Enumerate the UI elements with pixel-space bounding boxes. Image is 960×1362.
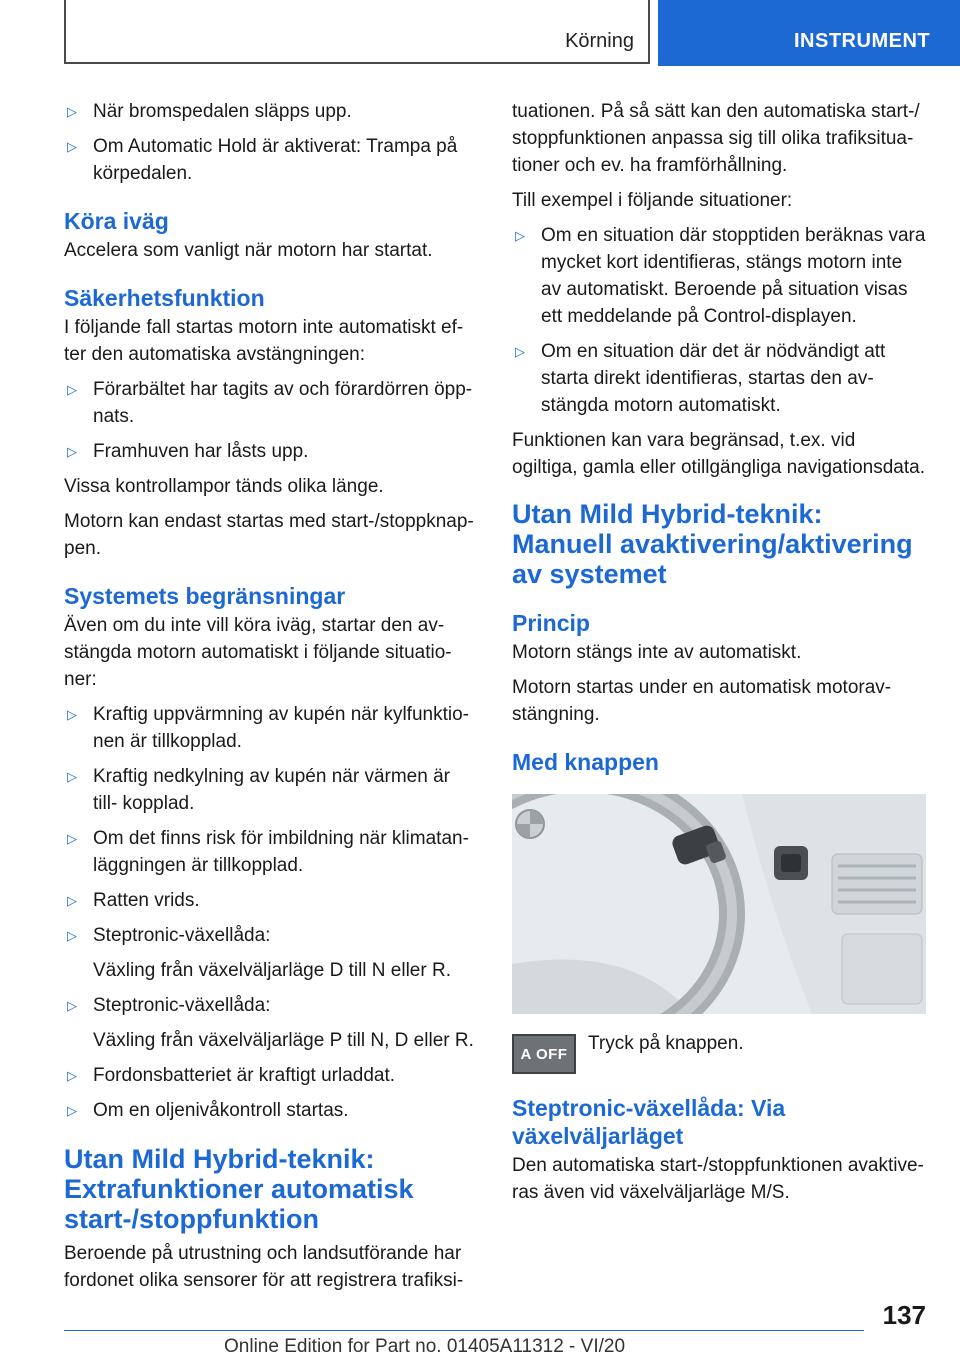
chapter-tab	[658, 0, 960, 66]
heading-systemets-begransningar: Systemets begränsningar	[64, 583, 346, 609]
page-number: 137	[882, 1300, 926, 1330]
heading-steptronic-vaxellada: Steptronic-växellåda: Via växelväljarläget	[512, 1095, 786, 1149]
heading-kora-ivag: Köra iväg	[64, 208, 169, 234]
list-item	[64, 133, 478, 187]
heading-princip: Princip	[512, 610, 590, 636]
list-item	[64, 98, 478, 125]
list-item-text: Om en situation där det är nödvändigt att starta direkt identifieras, startas den av- stängda motorn automatiskt.	[541, 341, 886, 416]
list-item-text: Kraftig nedkylning av kupén när värmen är till- kopplad.	[93, 766, 450, 814]
list-item	[64, 1097, 478, 1124]
footer-divider	[64, 1330, 864, 1331]
list-item-subtext: Växling från växelväljarläge D till N eller R.	[93, 960, 451, 981]
list-item-text: Om Automatic Hold är aktiverat: Trampa på körpedalen.	[93, 136, 458, 184]
paragraph: Motorn kan endast startas med start-/stoppknap- pen.	[64, 511, 474, 559]
left-column	[64, 98, 478, 1302]
list-item-text: Förarbältet har tagits av och förardörren öpp- nats.	[93, 379, 473, 427]
right-column	[512, 98, 926, 1214]
page-header	[0, 0, 960, 66]
paragraph: Motorn startas under en automatisk motorav- stängning.	[512, 677, 892, 725]
list-item-text: Framhuven har låsts upp.	[93, 441, 309, 462]
list-item-text: När bromspedalen släpps upp.	[93, 101, 352, 122]
cockpit-illustration	[512, 794, 926, 1014]
heading-med-knappen: Med knappen	[512, 749, 659, 775]
bullet-triangle-icon: ▷	[67, 893, 77, 908]
list-item	[512, 338, 926, 419]
bullet-triangle-icon: ▷	[67, 998, 77, 1013]
paragraph: Till exempel i följande situationer:	[512, 190, 793, 211]
bullet-triangle-icon: ▷	[67, 1103, 77, 1118]
chapter-title: INSTRUMENT	[794, 30, 931, 52]
list-item	[64, 438, 478, 465]
list-item	[64, 992, 478, 1019]
page-footer	[64, 1300, 926, 1362]
list-item	[64, 1062, 478, 1089]
paragraph: I följande fall startas motorn inte automatiskt ef- ter den automatiska avstängningen:	[64, 317, 464, 365]
list-item	[64, 763, 478, 817]
paragraph: Motorn stängs inte av automatiskt.	[512, 642, 802, 663]
bullet-triangle-icon: ▷	[67, 444, 77, 459]
list-item-text: Om det finns risk för imbildning när klimatan- läggningen är tillkopplad.	[93, 828, 469, 876]
list-item	[64, 825, 478, 879]
bullet-triangle-icon: ▷	[67, 831, 77, 846]
list-item-text: Kraftig uppvärmning av kupén när kylfunktio- nen är tillkopplad.	[93, 704, 469, 752]
bullet-triangle-icon: ▷	[67, 382, 77, 397]
list-item	[64, 922, 478, 949]
list-item-text: Ratten vrids.	[93, 890, 200, 911]
list-item	[64, 701, 478, 755]
list-item-text: Steptronic-växellåda:	[93, 925, 271, 946]
paragraph: Vissa kontrollampor tänds olika länge.	[64, 476, 384, 497]
bullet-triangle-icon: ▷	[515, 344, 525, 359]
section-title: Körning	[565, 30, 634, 52]
bullet-triangle-icon: ▷	[67, 104, 77, 119]
paragraph: Funktionen kan vara begränsad, t.ex. vid ogiltiga, gamla eller otillgängliga navigationsdata.	[512, 430, 925, 478]
bullet-triangle-icon: ▷	[67, 1068, 77, 1083]
header-section-box	[64, 0, 650, 64]
heading-sakerhetsfunktion: Säkerhetsfunktion	[64, 285, 265, 311]
list-item	[64, 887, 478, 914]
bullet-triangle-icon: ▷	[67, 707, 77, 722]
paragraph: Accelera som vanligt när motorn har startat.	[64, 240, 433, 261]
button-instruction	[512, 1034, 926, 1074]
dashboard-photo	[512, 794, 926, 1014]
bullet-triangle-icon: ▷	[67, 769, 77, 784]
bullet-triangle-icon: ▷	[515, 228, 525, 243]
auto-start-stop-off-icon: A OFF	[512, 1034, 576, 1074]
button-instruction-text: Tryck på knappen.	[588, 1033, 744, 1054]
edition-text: Online Edition for Part no. 01405A11312 - VI/20	[224, 1336, 626, 1357]
bullet-triangle-icon: ▷	[67, 139, 77, 154]
list-item-subtext: Växling från växelväljarläge P till N, D eller R.	[93, 1030, 474, 1051]
bullet-triangle-icon: ▷	[67, 928, 77, 943]
paragraph: Den automatiska start-/stoppfunktionen avaktive- ras även vid växelväljarläge M/S.	[512, 1155, 924, 1203]
list-item-text: Steptronic-växellåda:	[93, 995, 271, 1016]
paragraph: Även om du inte vill köra iväg, startar den av- stängda motorn automatiskt i följande situatio- ner:	[64, 615, 452, 690]
list-item	[64, 376, 478, 430]
paragraph: Beroende på utrustning och landsutförande har fordonet olika sensorer för att registrera trafiksi-	[64, 1243, 464, 1291]
list-item-text: Fordonsbatteriet är kraftigt urladdat.	[93, 1065, 396, 1086]
list-item	[512, 222, 926, 330]
list-item-text: Om en oljenivåkontroll startas.	[93, 1100, 349, 1121]
heading-extrafunktioner: Utan Mild Hybrid-teknik: Extrafunktioner automatisk start-/stoppfunktion	[64, 1144, 414, 1234]
heading-manuell-avaktivering: Utan Mild Hybrid-teknik: Manuell avaktivering/aktivering av systemet	[512, 499, 913, 589]
list-item-text: Om en situation där stopptiden beräknas vara mycket kort identifieras, stängs motorn inte av automatiskt. Beroende på situation visas ett meddelande på Control-displayen.	[541, 225, 926, 327]
paragraph: tuationen. På så sätt kan den automatiska start-/ stoppfunktionen anpassa sig till olika trafiksitua- tioner och ev. ha framförhållning.	[512, 101, 920, 176]
